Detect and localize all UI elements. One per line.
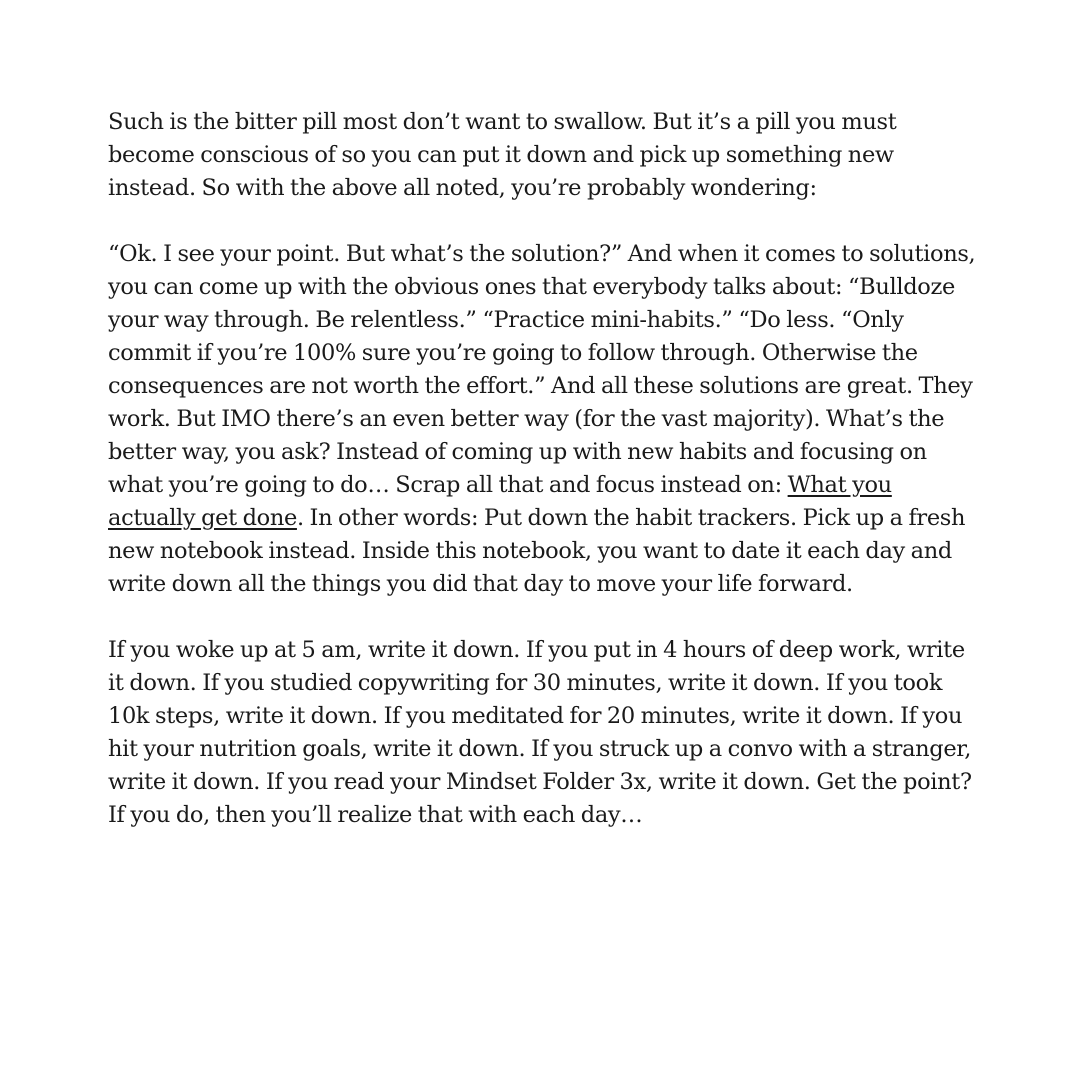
- document-body: [108, 106, 978, 865]
- paragraph-solution: [108, 238, 978, 601]
- paragraph-solution-lead: “Ok. I see your point. But what’s the solution?” And when it comes to solutions, you can come up with the obvious ones that everybody talks about: “Bulldoze your way through. Be relentless.” “Practice mini-habits.” “Do less. “Only commit if you’re 100% sure you’re going to follow through. Otherwise the consequences are not worth the effort.” And all these solutions are great. They work. But IMO there’s an even better way (for the vast majority). What’s the better way, you ask? Instead of coming up with new habits and focusing on what you’re going to do… Scrap all that and focus instead on:: [108, 241, 976, 498]
- paragraph-examples: If you woke up at 5 am, write it down. If you put in 4 hours of deep work, write it down. If you studied copywriting for 30 minutes, write it down. If you took 10k steps, write it down. If you meditated for 20 minutes, write it down. If you hit your nutrition goals, write it down. If you struck up a convo with a stranger, write it down. If you read your Mindset Folder 3x, write it down. Get the point? If you do, then you’ll realize that with each day…: [108, 637, 972, 828]
- paragraph-solution-tail: . In other words: Put down the habit trackers. Pick up a fresh new notebook instead. Inside this notebook, you want to date it each day and write down all the things you did that day to move your life forward.: [108, 505, 966, 597]
- paragraph-intro: Such is the bitter pill most don’t want to swallow. But it’s a pill you must become conscious of so you can put it down and pick up something new instead. So with the above all noted, you’re probably wondering:: [108, 109, 897, 201]
- underlined-emphasis: What you actually get done: [108, 472, 892, 531]
